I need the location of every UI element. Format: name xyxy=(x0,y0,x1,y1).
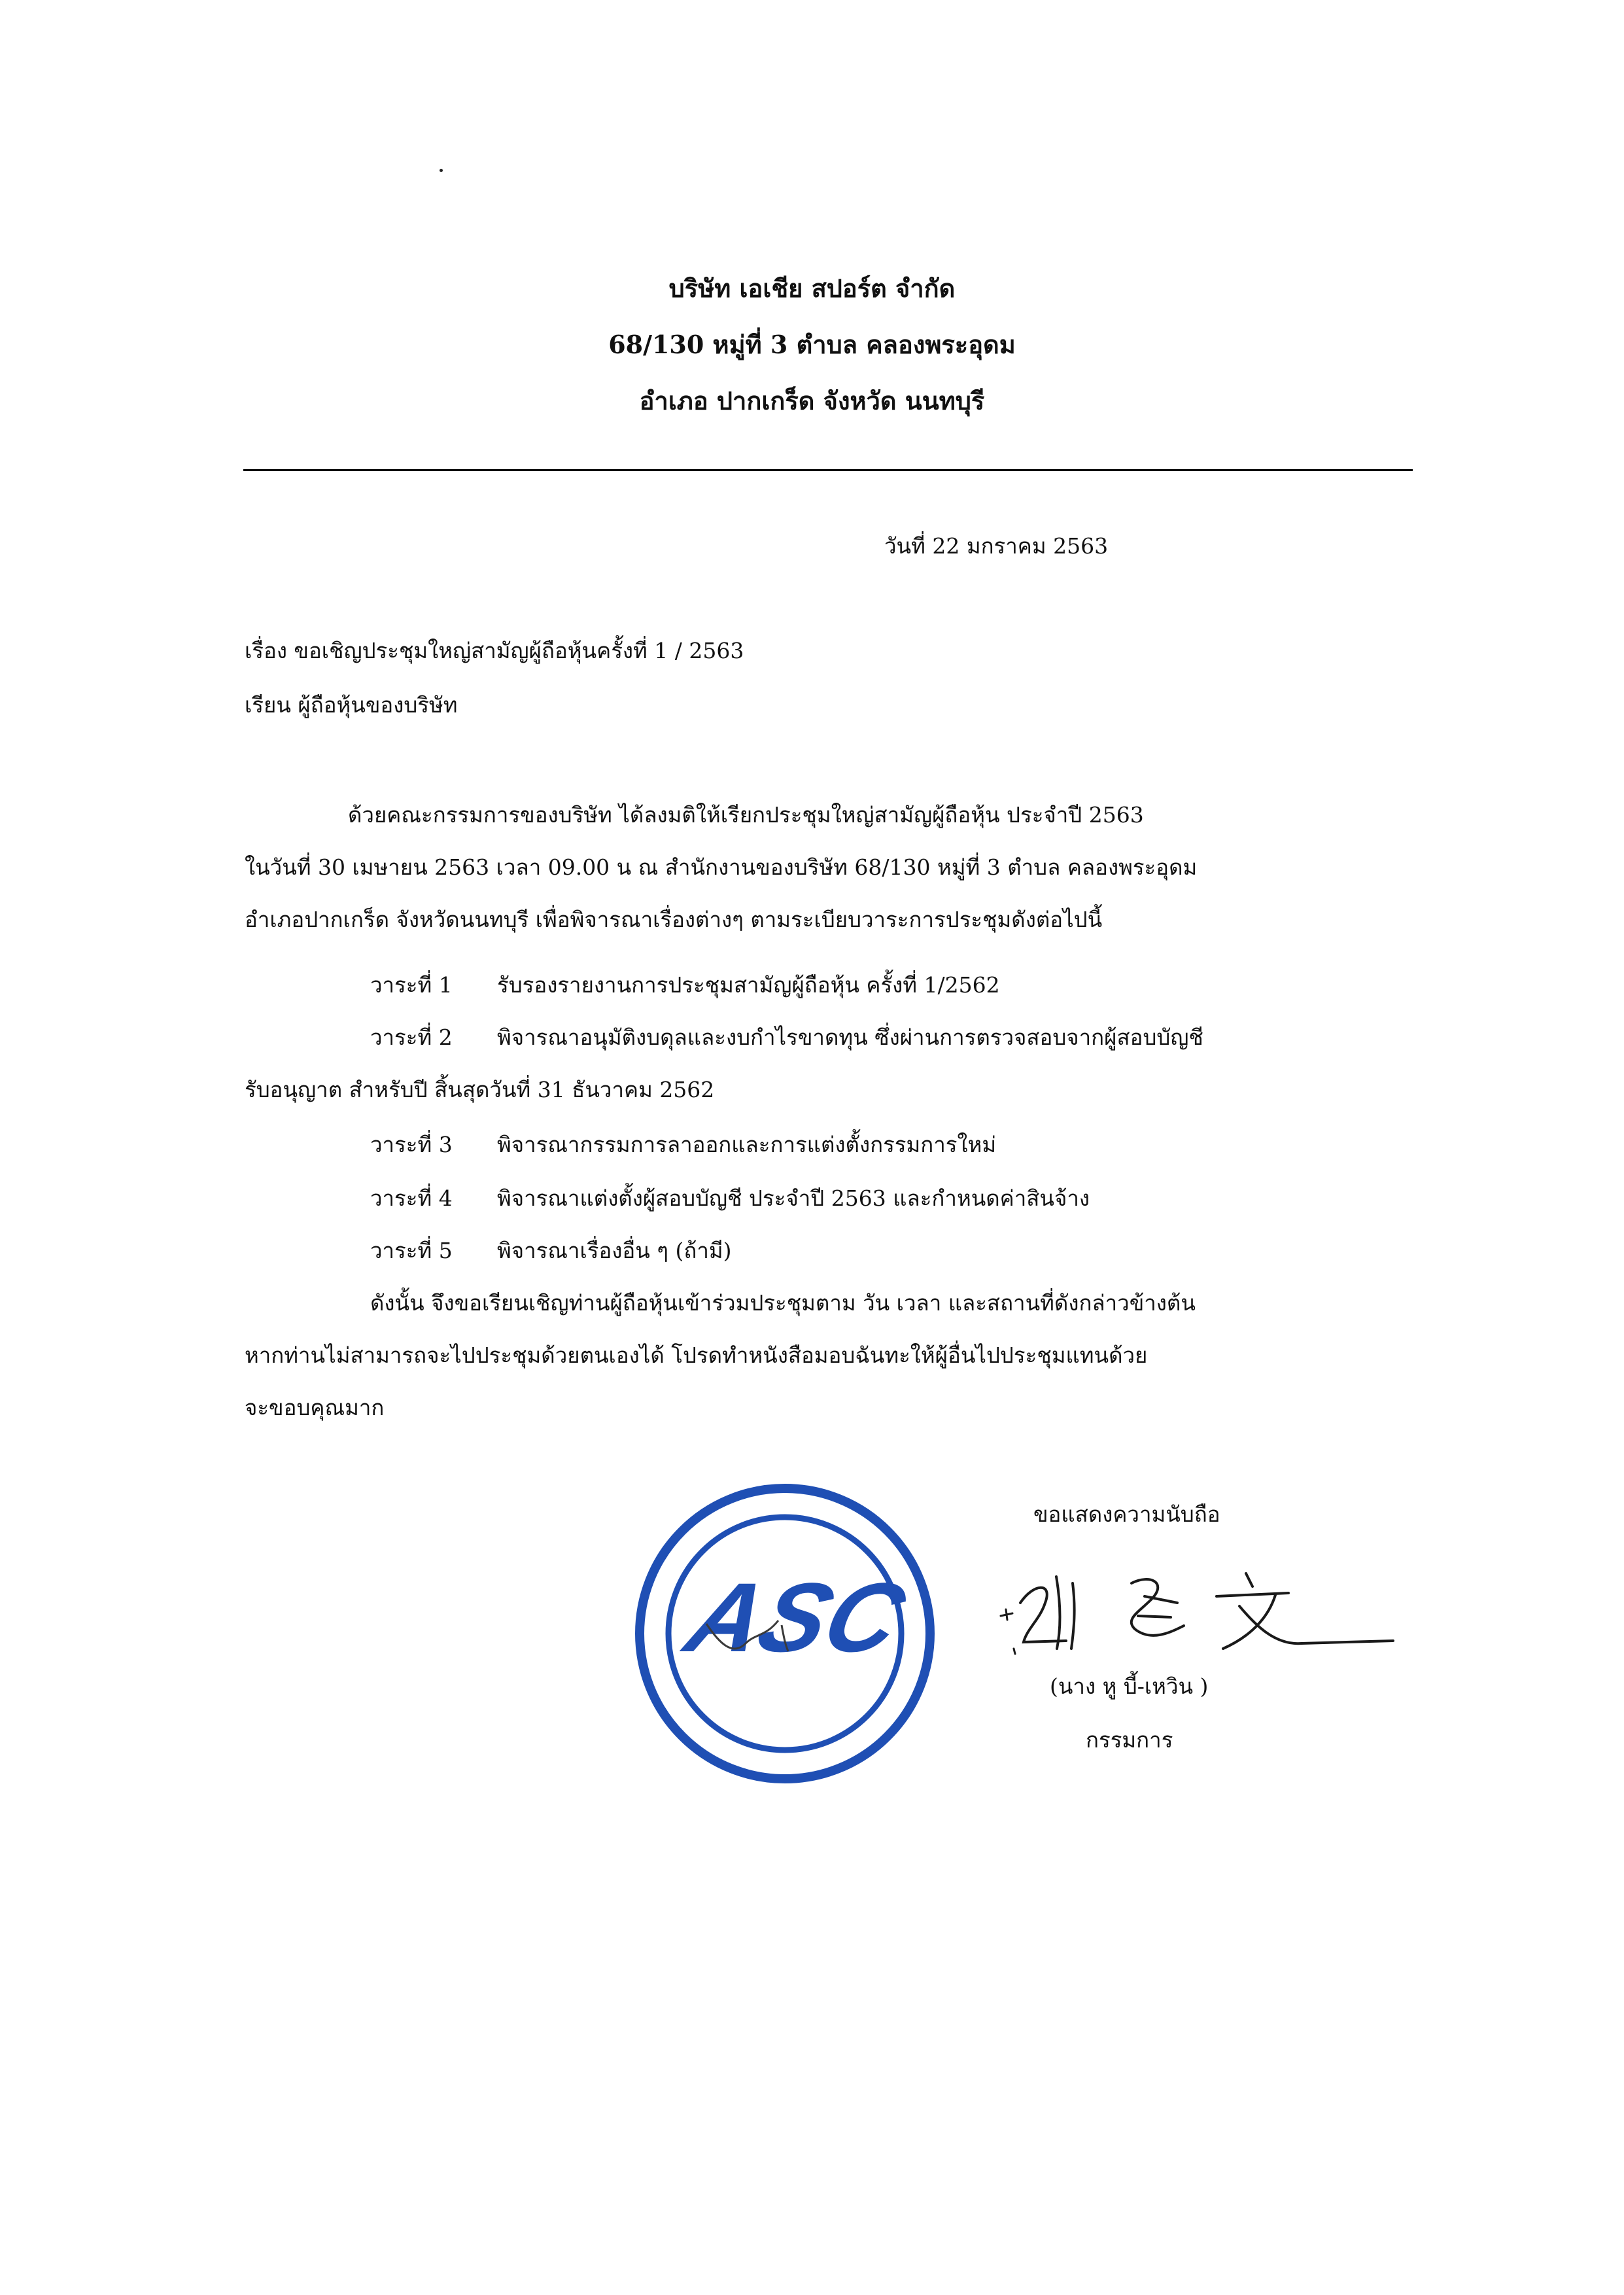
letterhead xyxy=(0,260,1624,429)
signatory-name: (นาง หู บี้-เหวิน ) xyxy=(1050,1673,1209,1699)
closing-line-2: หากท่านไม่สามารถจะไปประชุมด้วยตนเองได้ โปรดทำหนังสือมอบฉันทะให้ผู้อื่นไปประชุมแทนด้วย xyxy=(245,1342,1148,1368)
company-name: บริษัท เอเชีย สปอร์ต จำกัด xyxy=(668,273,956,303)
agenda-label: วาระที่ 3 xyxy=(370,1132,453,1157)
agenda-text: พิจารณาเรื่องอื่น ๆ (ถ้ามี) xyxy=(497,1238,732,1263)
closing-line-1: ดังนั้น จึงขอเรียนเชิญท่านผู้ถือหุ้นเข้าร่วมประชุมตาม วัน เวลา และสถานที่ดังกล่าวข้างต้น xyxy=(370,1290,1196,1316)
agenda-label: วาระที่ 2 xyxy=(370,1025,453,1050)
handwritten-signature xyxy=(994,1557,1400,1675)
asc-logo xyxy=(672,1563,918,1673)
signoff-regards: ขอแสดงความนับถือ xyxy=(1033,1501,1220,1527)
header-divider xyxy=(243,469,1413,471)
recipient-line: เรียน ผู้ถือหุ้นของบริษัท xyxy=(245,692,458,718)
company-seal xyxy=(628,1480,942,1787)
intro-line-2: ในวันที่ 30 เมษายน 2563 เวลา 09.00 น ณ สำนักงานของบริษัท 68/130 หมู่ที่ 3 ตำบล คลองพระอุดม xyxy=(245,854,1198,880)
agenda-text: พิจารณาอนุมัติงบดุลและงบกำไรขาดทุน ซึ่งผ่านการตรวจสอบจากผู้สอบบัญชี xyxy=(497,1025,1203,1050)
stray-dot xyxy=(440,169,443,172)
intro-line-3: อำเภอปากเกร็ด จังหวัดนนทบุรี เพื่อพิจารณาเรื่องต่างๆ ตามระเบียบวาระการประชุมดังต่อไปนี้ xyxy=(245,907,1103,932)
agenda-text: รับรองรายงานการประชุมสามัญผู้ถือหุ้น ครั้งที่ 1/2562 xyxy=(497,972,1000,998)
asc-logo-text: ASC xyxy=(674,1562,918,1673)
company-address-line1: 68/130 หมู่ที่ 3 ตำบล คลองพระอุดม xyxy=(608,330,1016,359)
intro-line-1: ด้วยคณะกรรมการของบริษัท ได้ลงมติให้เรียกประชุมใหญ่สามัญผู้ถือหุ้น ประจำปี 2563 xyxy=(348,802,1144,828)
letter-date: วันที่ 22 มกราคม 2563 xyxy=(884,533,1109,559)
agenda-label: วาระที่ 1 xyxy=(370,972,453,998)
agenda-label: วาระที่ 5 xyxy=(370,1238,453,1263)
closing-line-3: จะขอบคุณมาก xyxy=(245,1395,385,1420)
agenda-text: พิจารณาแต่งตั้งผู้สอบบัญชี ประจำปี 2563 และกำหนดค่าสินจ้าง xyxy=(497,1185,1090,1211)
agenda-text: พิจารณากรรมการลาออกและการแต่งตั้งกรรมการใหม่ xyxy=(497,1132,997,1157)
subject-line: เรื่อง ขอเชิญประชุมใหญ่สามัญผู้ถือหุ้นครั้งที่ 1 / 2563 xyxy=(245,638,744,663)
signatory-position: กรรมการ xyxy=(1086,1727,1173,1753)
agenda-continuation: รับอนุญาต สำหรับปี สิ้นสุดวันที่ 31 ธันวาคม 2562 xyxy=(245,1077,715,1102)
agenda-label: วาระที่ 4 xyxy=(370,1185,453,1211)
company-address-line2: อำเภอ ปากเกร็ด จังหวัด นนทบุรี xyxy=(639,386,985,415)
